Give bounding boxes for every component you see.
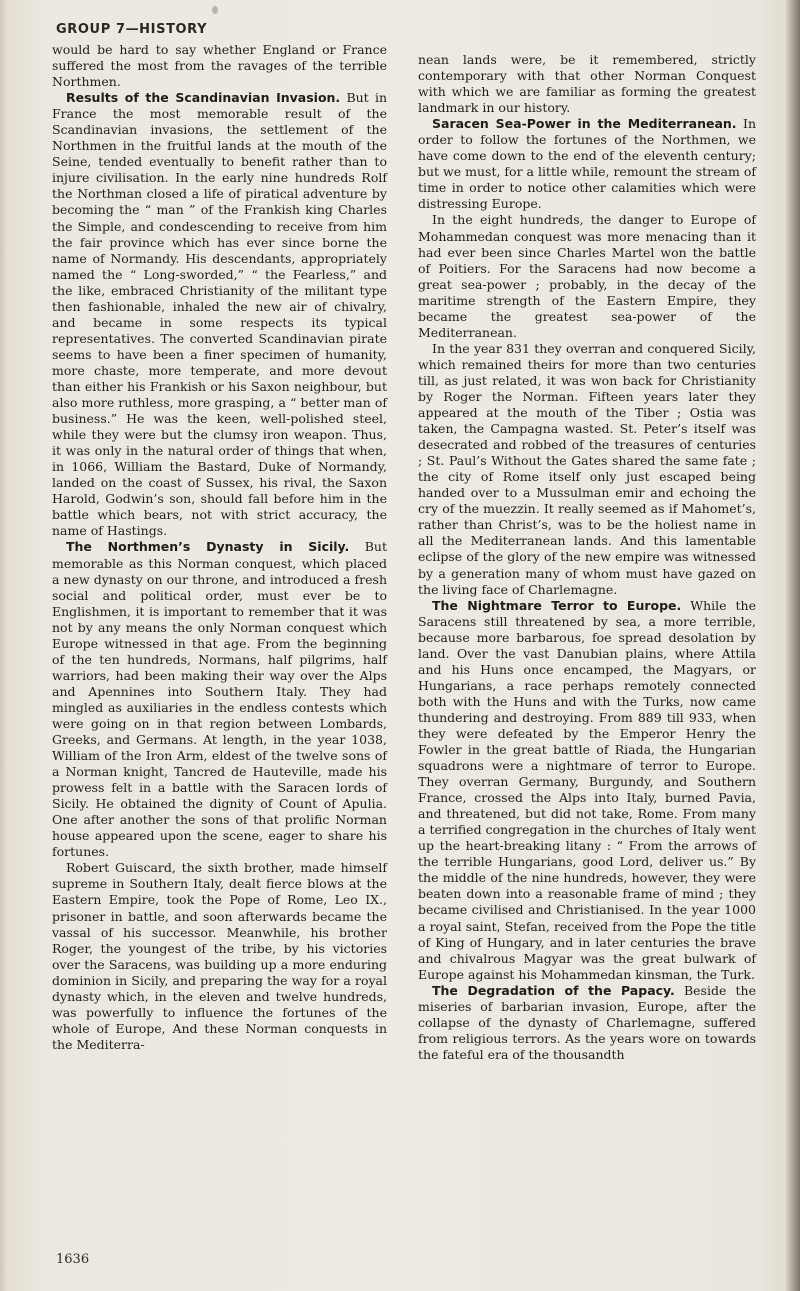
paragraph: Robert Guiscard, the sixth brother, made himself supreme in Southern Italy, dealt fierce blows at the Eastern Empire, took the Pope of Rome, Leo IX., prisoner in battle, and soon afterwards became the vassal of his successor. Meanwhile, his brother Roger, the youngest of the tribe, by his victories over the Saracens, was building up a more enduring dominion in Sicily, and preparing the way for a royal dynasty which, in the eleven and twelve hundreds, was powerfully to influence the fortunes of the whole of Europe, And these Norman conquests in the Mediterra- xyxy=(52,860,387,1052)
section-heading: The Nightmare Terror to Europe. xyxy=(432,597,682,613)
section-heading: The Degradation of the Papacy. xyxy=(432,982,675,998)
continuation-paragraph: would be hard to say whether England or France suffered the most from the ravages of the terrible Northmen. xyxy=(52,42,387,90)
section-heading: The Northmen’s Dynasty in Sicily. xyxy=(66,539,350,555)
page-left-edge xyxy=(0,0,8,1291)
section-degradation-papacy: The Degradation of the Papacy. Beside the miseries of barbarian invasion, Europe, after the collapse of the dynasty of Charlemagne, suffered from religious terrors. As the years wore on towards the fateful era of the thousandth xyxy=(418,982,756,1062)
section-nightmare-terror: The Nightmare Terror to Europe. While the Saracens still threatened by sea, a more terrible, because more barbarous, foe spread desolation by land. Over the vast Danubian plains, where Attila and his Huns once encamped, the Magyars, or Hungarians, a race perhaps remotely connected both with the Huns and with the Turks, now came thundering and destroying. From 889 till 933, when they were defeated by the Emperor Henry the Fowler in the great battle of Riada, the Hungarian squadrons were a nightmare of terror to Europe. They overran Germany, Burgundy, and Southern France, crossed the Alps into Italy, burned Pavia, and threatened, but did not take, Rome. From many a terrified congregation in the churches of Italy went up the heart-breaking litany : “ From the arrows of the terrible Hungarians, good Lord, deliver us.” By the middle of the nine hundreds, however, they were beaten down into a reasonable frame of mind ; they became civilised and Christianised. In the year 1000 a royal saint, Stefan, received from the Pope the title of King of Hungary, and in later centuries the brave and chivalrous Magyar was the great bulwark of Europe against his Mohammedan kinsman, the Turk. xyxy=(418,597,756,982)
running-head: GROUP 7—HISTORY xyxy=(56,22,208,37)
left-column xyxy=(52,42,387,1053)
section-heading: Results of the Scandinavian Invasion. xyxy=(66,90,341,106)
paragraph: In the eight hundreds, the danger to Europe of Mohammedan conquest was more menacing than it had ever been since Charles Martel won the battle of Poitiers. For the Saracens had now become a great sea-power ; probably, in the decay of the maritime strength of the Eastern Empire, they became the greatest sea-power of the Mediterranean. xyxy=(418,212,756,340)
page-number: 1636 xyxy=(56,1252,90,1267)
section-northmen-sicily: The Northmen’s Dynasty in Sicily. But memorable as this Norman conquest, which placed a new dynasty on our throne, and introduced a fresh social and political order, must ever be to Englishmen, it is important to remember that it was not by any means the only Norman conquest which Europe witnessed in that age. From the beginning of the ten hundreds, Normans, half pilgrims, half warriors, had been making their way over the Alps and Apennines into Southern Italy. They had mingled as auxiliaries in the endless contests which were going on in that region between Lombards, Greeks, and Germans. At length, in the year 1038, William of the Iron Arm, eldest of the twelve sons of a Norman knight, Tancred de Hauteville, made his prowess felt in a battle with the Saracen lords of Sicily. He obtained the dignity of Count of Apulia. One after another the sons of that prolific Norman house appeared upon the scene, eager to share his fortunes. xyxy=(52,539,387,860)
section-scandinavian-invasion: Results of the Scandinavian Invasion. But in France the most memorable result of the Scandinavian invasions, the settlement of the Northmen in the fruitful lands at the mouth of the Seine, tended eventually to benefit rather than to injure civilisation. In the early nine hundreds Rolf the Northman closed a life of piratical adventure by becoming the “ man ” of the Frankish king Charles the Simple, and condescending to receive from him the fair province which has ever since borne the name of Normandy. His descendants, appropriately named the “ Long-sworded,” “ the Fearless,” and the like, embraced Christianity of the militant type then fashionable, inhaled the new air of chivalry, and became in some respects its typical representatives. The converted Scandinavian pirate seems to have been a finer specimen of humanity, more chaste, more temperate, and more devout than either his Frankish or his Saxon neighbour, but also more ruthless, more grasping, a “ better man of business.” He was the keen, well-polished steel, while they were but the clumsy iron weapon. Thus, it was only in the natural order of things that when, in 1066, William the Bastard, Duke of Normandy, landed on the coast of Sussex, his rival, the Saxon Harold, Godwin’s son, should fall before him in the battle which bears, not with strict accuracy, the name of Hastings. xyxy=(52,90,387,539)
section-heading: Saracen Sea-Power in the Mediterranean. xyxy=(432,116,737,132)
right-column xyxy=(418,52,756,1063)
print-mark xyxy=(212,6,218,14)
paragraph: In the year 831 they overran and conquered Sicily, which remained theirs for more than two centuries till, as just related, it was won back for Christianity by Roger the Norman. Fifteen years later they appeared at the mouth of the Tiber ; Ostia was taken, the Campagna wasted. St. Peter’s itself was desecrated and robbed of the treasures of centuries ; St. Paul’s Without the Gates shared the same fate ; the city of Rome itself only just escaped being handed over to a Mussulman emir and echoing the cry of the muezzin. It really seemed as if Mahomet’s, rather than Christ’s, was to be the holiest name in all the Mediterranean lands. And this lamentable eclipse of the glory of the new empire was witnessed by a generation many of whom must have gazed on the living face of Charlemagne. xyxy=(418,340,756,597)
continuation-paragraph: nean lands were, be it remembered, strictly contemporary with that other Norman Conquest with which we are familiar as forming the greatest landmark in our history. xyxy=(418,52,756,116)
section-saracen-sea-power: Saracen Sea-Power in the Mediterranean. In order to follow the fortunes of the Northmen, we have come down to the end of the eleventh century; but we must, for a little while, remount the stream of time in order to notice other calamities which were distressing Europe. xyxy=(418,116,756,212)
page-right-edge xyxy=(784,0,800,1291)
